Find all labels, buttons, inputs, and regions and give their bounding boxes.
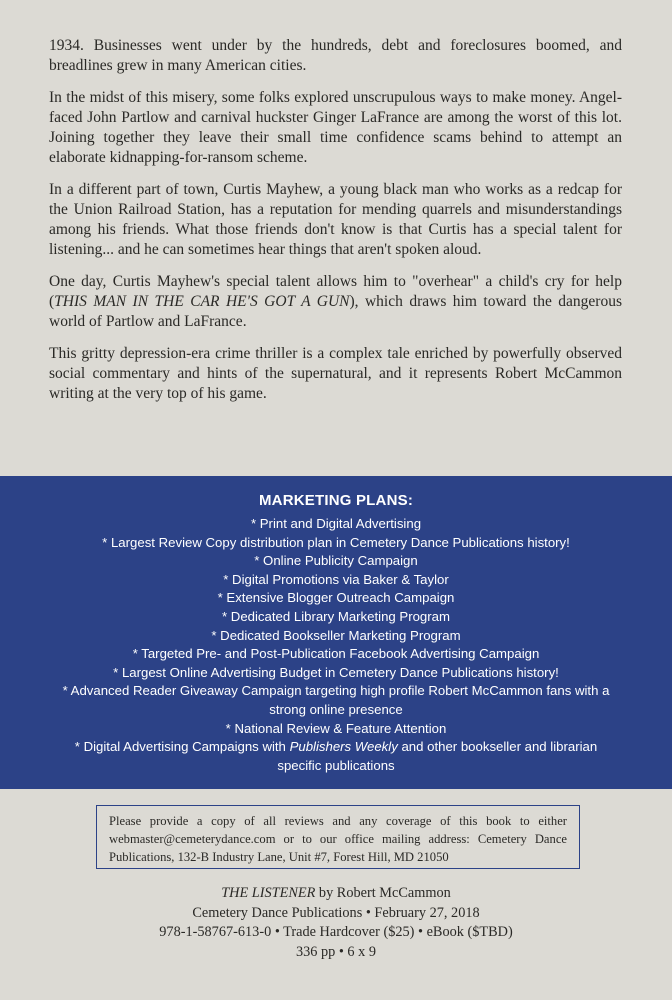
marketing-item: * National Review & Feature Attention [225, 720, 447, 736]
marketing-item: * Dedicated Library Marketing Program [222, 608, 450, 624]
synopsis-paragraph-3: In a different part of town, Curtis Mayhew, a young black man who works as a redcap for the Union Railroad Station, has a reputation for mending quarrels and misunderstandings among his friends. What those friends don't know is that Curtis has a special talent for listening... and he can sometimes hear things that aren't spoken aloud. [49, 181, 622, 258]
marketing-item: * Targeted Pre- and Post-Publication Facebook Advertising Campaign [132, 646, 540, 662]
marketing-item [56, 738, 616, 775]
review-notice-text: Please provide a copy of all reviews and any coverage of this book to either webmaster@cemeterydance.com or to our office mailing address: Cemetery Dance Publications, 132-B Industry Lane, Unit #7, Forest Hill, MD 21050 [109, 814, 567, 864]
book-title: THE LISTENER [221, 885, 316, 901]
publisher-line: Cemetery Dance Publications • February 27, 2018 [192, 904, 480, 921]
marketing-last-after: and other bookseller and librarian specific publications [277, 739, 598, 773]
book-info [0, 884, 672, 962]
publishers-weekly-italic: Publishers Weekly [289, 739, 398, 755]
marketing-item: * Print and Digital Advertising [250, 516, 422, 531]
marketing-item: * Extensive Blogger Outreach Campaign [217, 590, 455, 606]
marketing-plans-band [0, 476, 672, 789]
synopsis-paragraph-5: This gritty depression-era crime thriller is a complex tale enriched by powerfully observed social commentary and hints of the supernatural, and it represents Robert McCammon writing at the very top of his game. [49, 345, 622, 402]
synopsis-paragraph-2: In the midst of this misery, some folks explored unscrupulous ways to make money. Angel-faced John Partlow and carnival huckster Ginger LaFrance are among the worst of this lot. Joining together they leave their small time confidence scams behind to attempt an elaborate kidnapping-for-ransom scheme. [49, 89, 622, 166]
p4-text-after: ), which draws him toward the dangerous world of Partlow and LaFrance. [49, 293, 622, 330]
marketing-item: * Online Publicity Campaign [254, 553, 418, 569]
isbn-line: 978-1-58767-613-0 • Trade Hardcover ($25) • eBook ($TBD) [159, 924, 513, 940]
marketing-item: * Largest Review Copy distribution plan in Cemetery Dance Publications history! [102, 534, 570, 550]
marketing-last-before: * Digital Advertising Campaigns with [74, 739, 290, 755]
synopsis-paragraph-1: 1934. Businesses went under by the hundreds, debt and foreclosures boomed, and breadlines grew in many American cities. [49, 37, 622, 74]
p4-text-before: One day, Curtis Mayhew's special talent allows him to "overhear" a child's cry for help ( [49, 273, 622, 310]
marketing-item: * Advanced Reader Giveaway Campaign targeting high profile Robert McCammon fans with a strong online presence [62, 683, 610, 717]
marketing-list [0, 515, 672, 775]
title-line [0, 884, 672, 904]
p4-italic-quote: THIS MAN IN THE CAR HE'S GOT A GUN [54, 293, 350, 310]
marketing-item: * Digital Promotions via Baker & Taylor [223, 571, 449, 587]
synopsis [49, 36, 622, 416]
synopsis-paragraph-4 [49, 272, 622, 332]
marketing-heading: MARKETING PLANS: [258, 492, 414, 509]
author-byline: by Robert McCammon [315, 885, 451, 901]
marketing-item: * Largest Online Advertising Budget in Cemetery Dance Publications history! [113, 664, 559, 680]
format-line: 336 pp • 6 x 9 [295, 943, 377, 960]
review-notice-box [96, 805, 580, 869]
marketing-item: * Dedicated Bookseller Marketing Program [211, 627, 461, 643]
